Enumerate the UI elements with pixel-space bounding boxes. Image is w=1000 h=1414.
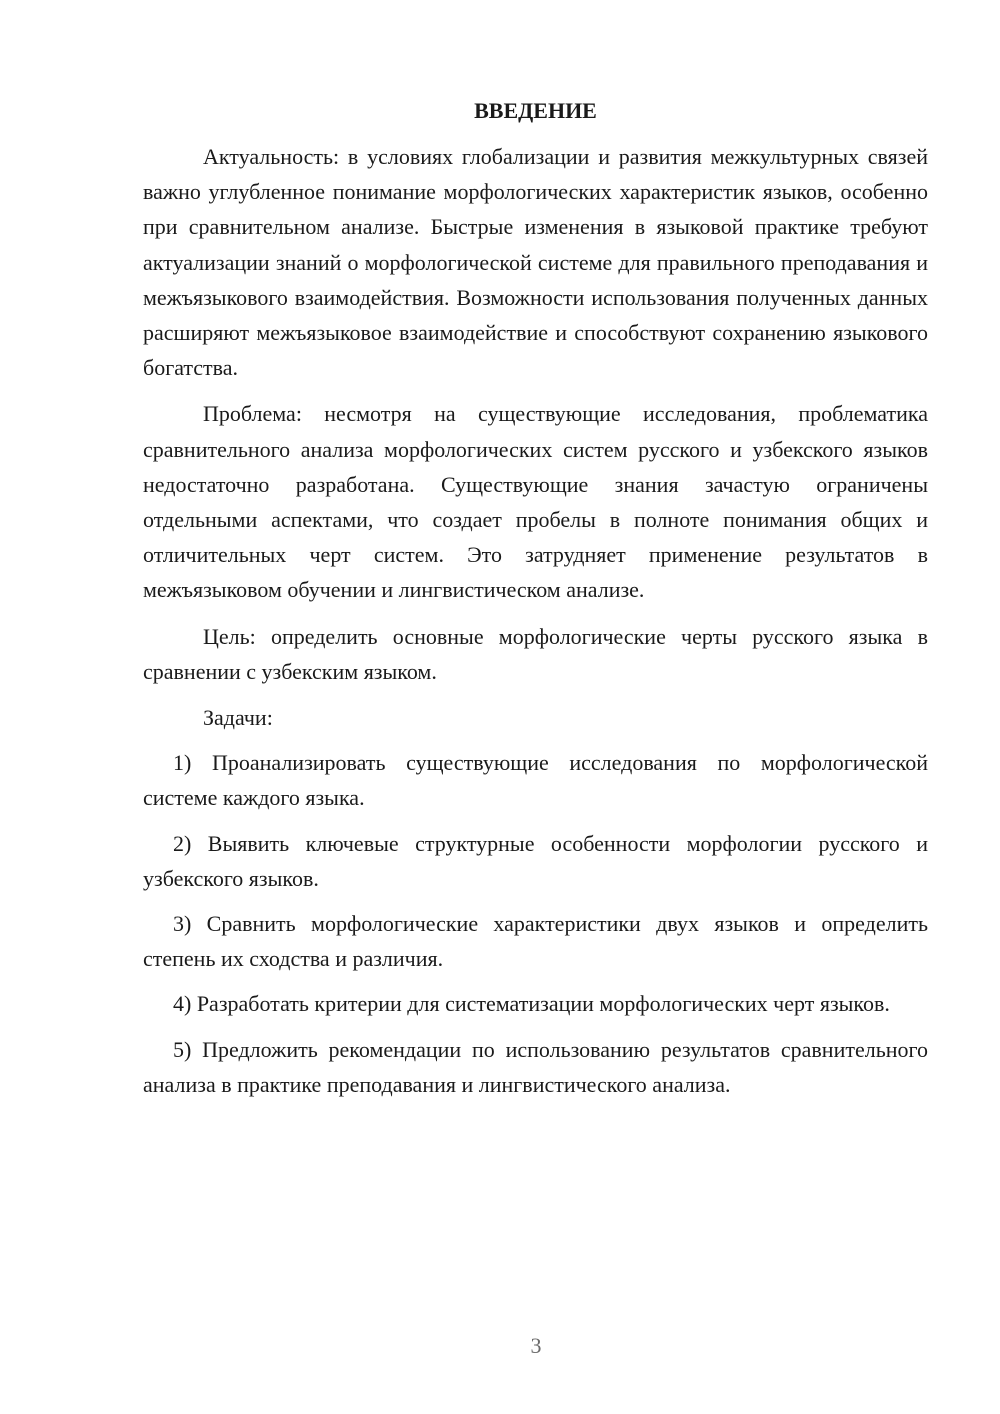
task-item-1: 1) Проанализировать существующие исследования по морфологической системе каждого языка.	[143, 750, 928, 811]
task-item-2: 2) Выявить ключевые структурные особенности морфологии русского и узбекского языков.	[143, 830, 928, 891]
task-item-4: 4) Разработать критерии для систематизации морфологических черт языков.	[173, 991, 890, 1017]
paragraph-tasks-label: Задачи:	[203, 705, 273, 731]
task-item-5: 5) Предложить рекомендации по использованию результатов сравнительного анализа в практике преподавания и лингвистического анализа.	[143, 1036, 928, 1097]
section-heading: ВВЕДЕНИЕ	[474, 98, 597, 123]
paragraph-problem: Проблема: несмотря на существующие исследования, проблематика сравнительного анализа морфологических систем русского и узбекского языков недостаточно разработана. Существующие знания зачастую ограничены отдельными аспектами, что создает пробелы в полноте понимания общих и отличительных черт систем. Это затрудняет применение результатов в межъязыковом обучении и лингвистическом анализе.	[143, 401, 928, 603]
paragraph-goal: Цель: определить основные морфологические черты русского языка в сравнении с узбекским языком.	[143, 623, 928, 684]
page-number: 3	[530, 1333, 542, 1358]
document-page	[143, 96, 928, 1102]
task-item-3: 3) Сравнить морфологические характеристики двух языков и определить степень их сходства и различия.	[143, 911, 928, 972]
paragraph-relevance: Актуальность: в условиях глобализации и развития межкультурных связей важно углубленное понимание морфологических характеристик языков, особенно при сравнительном анализе. Быстрые изменения в языковой практике требуют актуализации знаний о морфологической системе для правильного преподавания и межъязыкового взаимодействия. Возможности использования полученных данных расширяют межъязыковое взаимодействие и способствуют сохранению языкового богатства.	[143, 144, 928, 381]
